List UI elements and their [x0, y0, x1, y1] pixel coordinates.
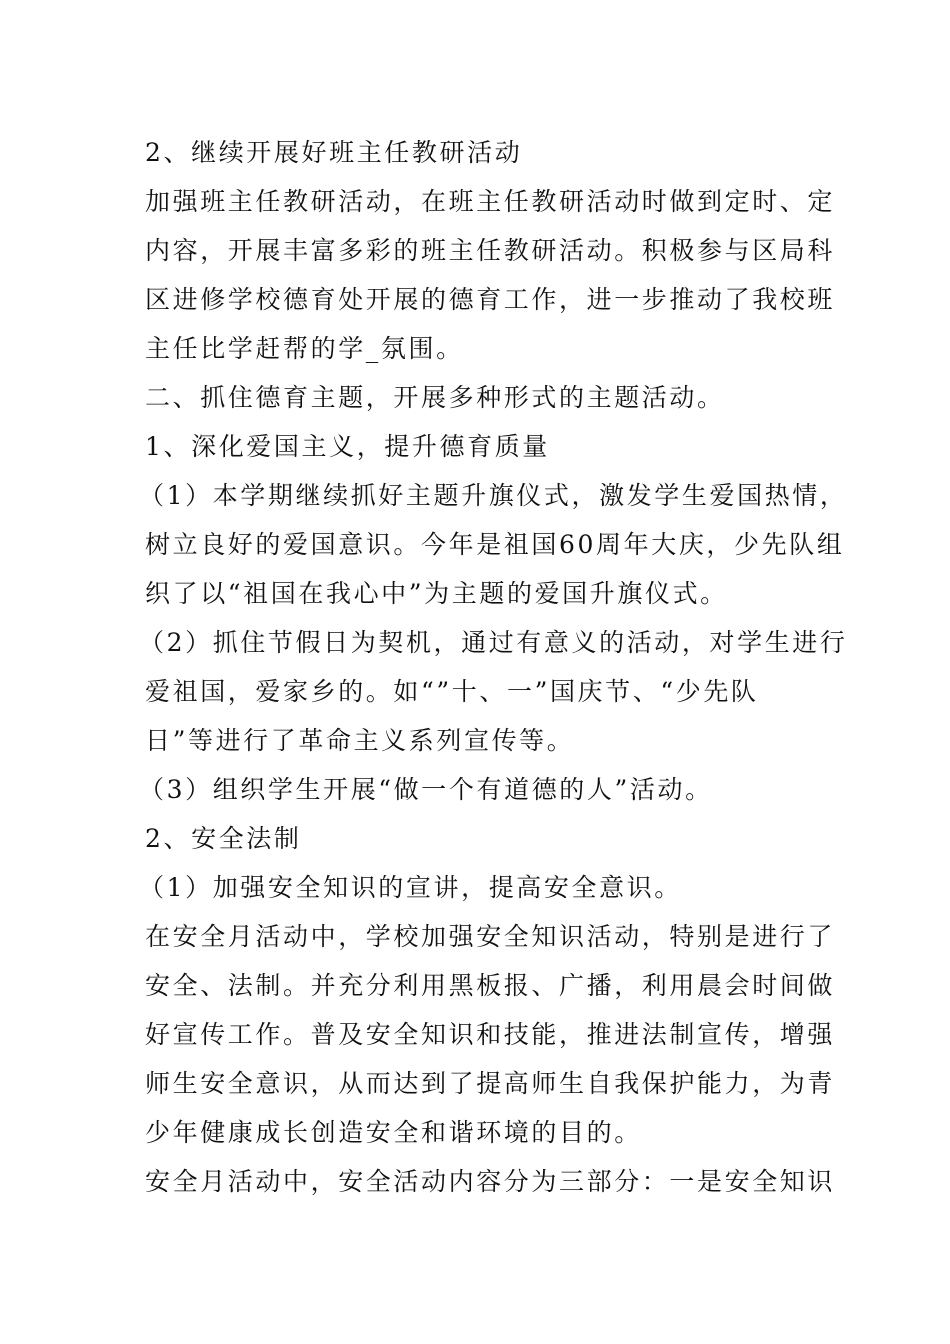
paragraph-line: 师生安全意识，从而达到了提高师生自我保护能力，为青	[145, 1069, 836, 1098]
paragraph-line: 安全月活动中，安全活动内容分为三部分：一是安全知识	[145, 1167, 836, 1196]
list-item-line: （1）本学期继续抓好主题升旗仪式，激发学生爱国热情，	[139, 481, 848, 510]
section-heading: 2、继续开展好班主任教研活动	[145, 138, 523, 167]
paragraph-line: 主任比学赶帮的学_氛围。	[145, 334, 464, 363]
paragraph-line: 树立良好的爱国意识。今年是祖国60周年大庆，少先队组	[145, 530, 845, 559]
paragraph-line: 日”等进行了革命主义系列宣传等。	[145, 726, 575, 755]
section-heading: 二、抓住德育主题，开展多种形式的主题活动。	[145, 383, 725, 412]
section-heading: 2、安全法制	[145, 824, 302, 853]
paragraph-line: 区进修学校德育处开展的德育工作，进一步推动了我校班	[145, 285, 836, 314]
paragraph-line: 少年健康成长创造安全和谐环境的目的。	[145, 1118, 642, 1147]
document-body	[139, 128, 848, 1206]
paragraph-line: 在安全月活动中，学校加强安全知识活动，特别是进行了	[145, 922, 836, 951]
paragraph-line: 织了以“祖国在我心中”为主题的爱国升旗仪式。	[145, 579, 728, 608]
paragraph-line: 好宣传工作。普及安全知识和技能，推进法制宣传，增强	[145, 1020, 836, 1049]
list-item-line: （3）组织学生开展“做一个有道德的人”活动。	[139, 775, 713, 804]
paragraph-line: 安全、法制。并充分利用黑板报、广播，利用晨会时间做	[145, 971, 836, 1000]
paragraph-line: 爱祖国，爱家乡的。如“”十、一”国庆节、“少先队	[145, 677, 759, 706]
paragraph-line: 加强班主任教研活动，在班主任教研活动时做到定时、定	[145, 187, 836, 216]
paragraph-line: 内容，开展丰富多彩的班主任教研活动。积极参与区局科	[145, 236, 836, 265]
section-heading: 1、深化爱国主义，提升德育质量	[145, 432, 550, 461]
list-item-line: （1）加强安全知识的宣讲，提高安全意识。	[139, 873, 682, 902]
list-item-line: （2）抓住节假日为契机，通过有意义的活动，对学生进行	[139, 628, 848, 657]
